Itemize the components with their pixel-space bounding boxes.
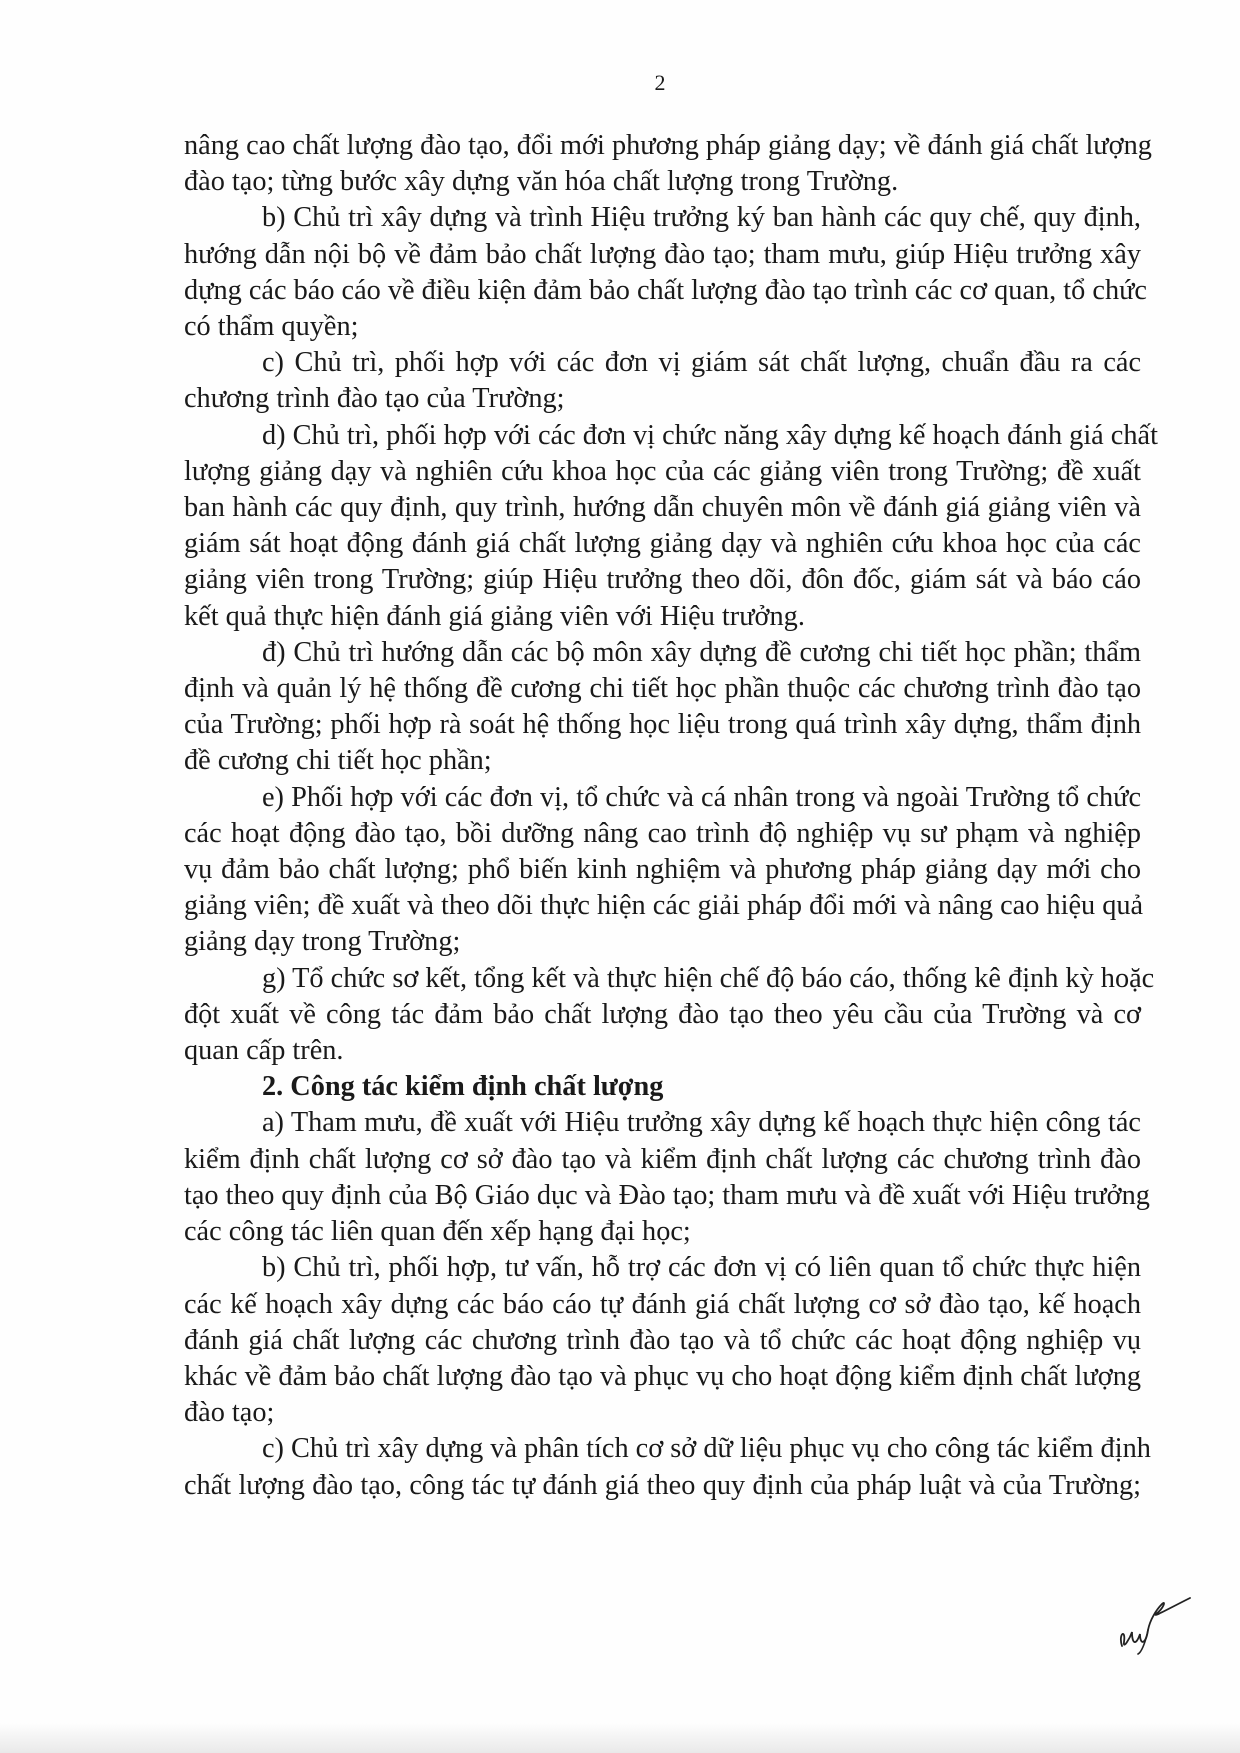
- text-line: giảng dạy trong Trường;: [184, 926, 461, 958]
- text-line: c) Chủ trì xây dựng và phân tích cơ sở dữ liệu phục vụ cho công tác kiểm định: [262, 1433, 1151, 1465]
- text-line: g) Tổ chức sơ kết, tổng kết và thực hiện chế độ báo cáo, thống kê định kỳ hoặc: [262, 962, 1155, 994]
- text-line: khác về đảm bảo chất lượng đào tạo và phục vụ cho hoạt động kiểm định chất lượng: [184, 1360, 1141, 1392]
- text-line: ban hành các quy định, quy trình, hướng dẫn chuyên môn về đánh giá giảng viên và: [184, 492, 1141, 524]
- text-line: d) Chủ trì, phối hợp với các đơn vị chức năng xây dựng kế hoạch đánh giá chất: [262, 419, 1158, 451]
- text-line: dựng các báo cáo về điều kiện đảm bảo chất lượng đào tạo trình các cơ quan, tổ chức: [184, 274, 1147, 306]
- text-line: định và quản lý hệ thống đề cương chi tiết học phần thuộc các chương trình đào tạo: [184, 673, 1141, 705]
- text-line: lượng giảng dạy và nghiên cứu khoa học của các giảng viên trong Trường; đề xuất: [184, 455, 1141, 487]
- text-line: đào tạo;: [184, 1397, 275, 1429]
- text-line: giám sát hoạt động đánh giá chất lượng giảng dạy và nghiên cứu khoa học của các: [184, 528, 1141, 560]
- text-line: hướng dẫn nội bộ về đảm bảo chất lượng đào tạo; tham mưu, giúp Hiệu trưởng xây: [184, 238, 1141, 270]
- page-number: 2: [654, 70, 666, 95]
- text-line: chương trình đào tạo của Trường;: [184, 383, 565, 415]
- text-line: giảng viên trong Trường; giúp Hiệu trưởng theo dõi, đôn đốc, giám sát và báo cáo: [184, 564, 1141, 596]
- text-line: đề cương chi tiết học phần;: [184, 745, 492, 777]
- text-line: đột xuất về công tác đảm bảo chất lượng đào tạo theo yêu cầu của Trường và cơ: [184, 998, 1141, 1030]
- text-line: vụ đảm bảo chất lượng; phổ biến kinh nghiệm và phương pháp giảng dạy mới cho: [184, 854, 1141, 886]
- text-line: kết quả thực hiện đánh giá giảng viên với Hiệu trưởng.: [184, 600, 805, 632]
- text-line: có thẩm quyền;: [184, 311, 359, 343]
- text-line: đ) Chủ trì hướng dẫn các bộ môn xây dựng đề cương chi tiết học phần; thẩm: [262, 636, 1141, 668]
- text-line: c) Chủ trì, phối hợp với các đơn vị giám sát chất lượng, chuẩn đầu ra các: [262, 347, 1141, 379]
- handwritten-initials-signature: [1112, 1594, 1192, 1656]
- text-line: các công tác liên quan đến xếp hạng đại học;: [184, 1216, 691, 1248]
- text-line: nâng cao chất lượng đào tạo, đổi mới phương pháp giảng dạy; về đánh giá chất lượng: [184, 130, 1152, 161]
- text-line: quan cấp trên.: [184, 1035, 344, 1067]
- text-line: kiểm định chất lượng cơ sở đào tạo và kiểm định chất lượng các chương trình đào: [184, 1143, 1141, 1175]
- text-line: các kế hoạch xây dựng các báo cáo tự đánh giá chất lượng cơ sở đào tạo, kế hoạch: [184, 1288, 1141, 1320]
- text-line: đánh giá chất lượng các chương trình đào tạo và tổ chức các hoạt động nghiệp vụ: [184, 1324, 1141, 1356]
- text-line: các hoạt động đào tạo, bồi dưỡng nâng cao trình độ nghiệp vụ sư phạm và nghiệp: [184, 817, 1141, 849]
- text-line: a) Tham mưu, đề xuất với Hiệu trưởng xây dựng kế hoạch thực hiện công tác: [262, 1107, 1141, 1139]
- text-line: b) Chủ trì, phối hợp, tư vấn, hỗ trợ các đơn vị có liên quan tổ chức thực hiện: [262, 1252, 1141, 1284]
- scan-bottom-shadow: [0, 1723, 1240, 1753]
- text-line: giảng viên; đề xuất và theo dõi thực hiện các giải pháp đổi mới và nâng cao hiệu quả: [184, 890, 1144, 922]
- text-line: đào tạo; từng bước xây dựng văn hóa chất lượng trong Trường.: [184, 166, 899, 198]
- text-line: b) Chủ trì xây dựng và trình Hiệu trưởng ký ban hành các quy chế, quy định,: [262, 202, 1141, 234]
- text-line: e) Phối hợp với các đơn vị, tổ chức và cá nhân trong và ngoài Trường tổ chức: [262, 781, 1141, 813]
- text-line: tạo theo quy định của Bộ Giáo dục và Đào tạo; tham mưu và đề xuất với Hiệu trưởng: [184, 1179, 1150, 1211]
- document-body: [184, 128, 1158, 1504]
- text-line: chất lượng đào tạo, công tác tự đánh giá theo quy định của pháp luật và của Trường;: [184, 1469, 1141, 1501]
- text-line: của Trường; phối hợp rà soát hệ thống học liệu trong quá trình xây dựng, thẩm định: [184, 709, 1141, 741]
- section-heading: 2. Công tác kiểm định chất lượng: [262, 1071, 664, 1103]
